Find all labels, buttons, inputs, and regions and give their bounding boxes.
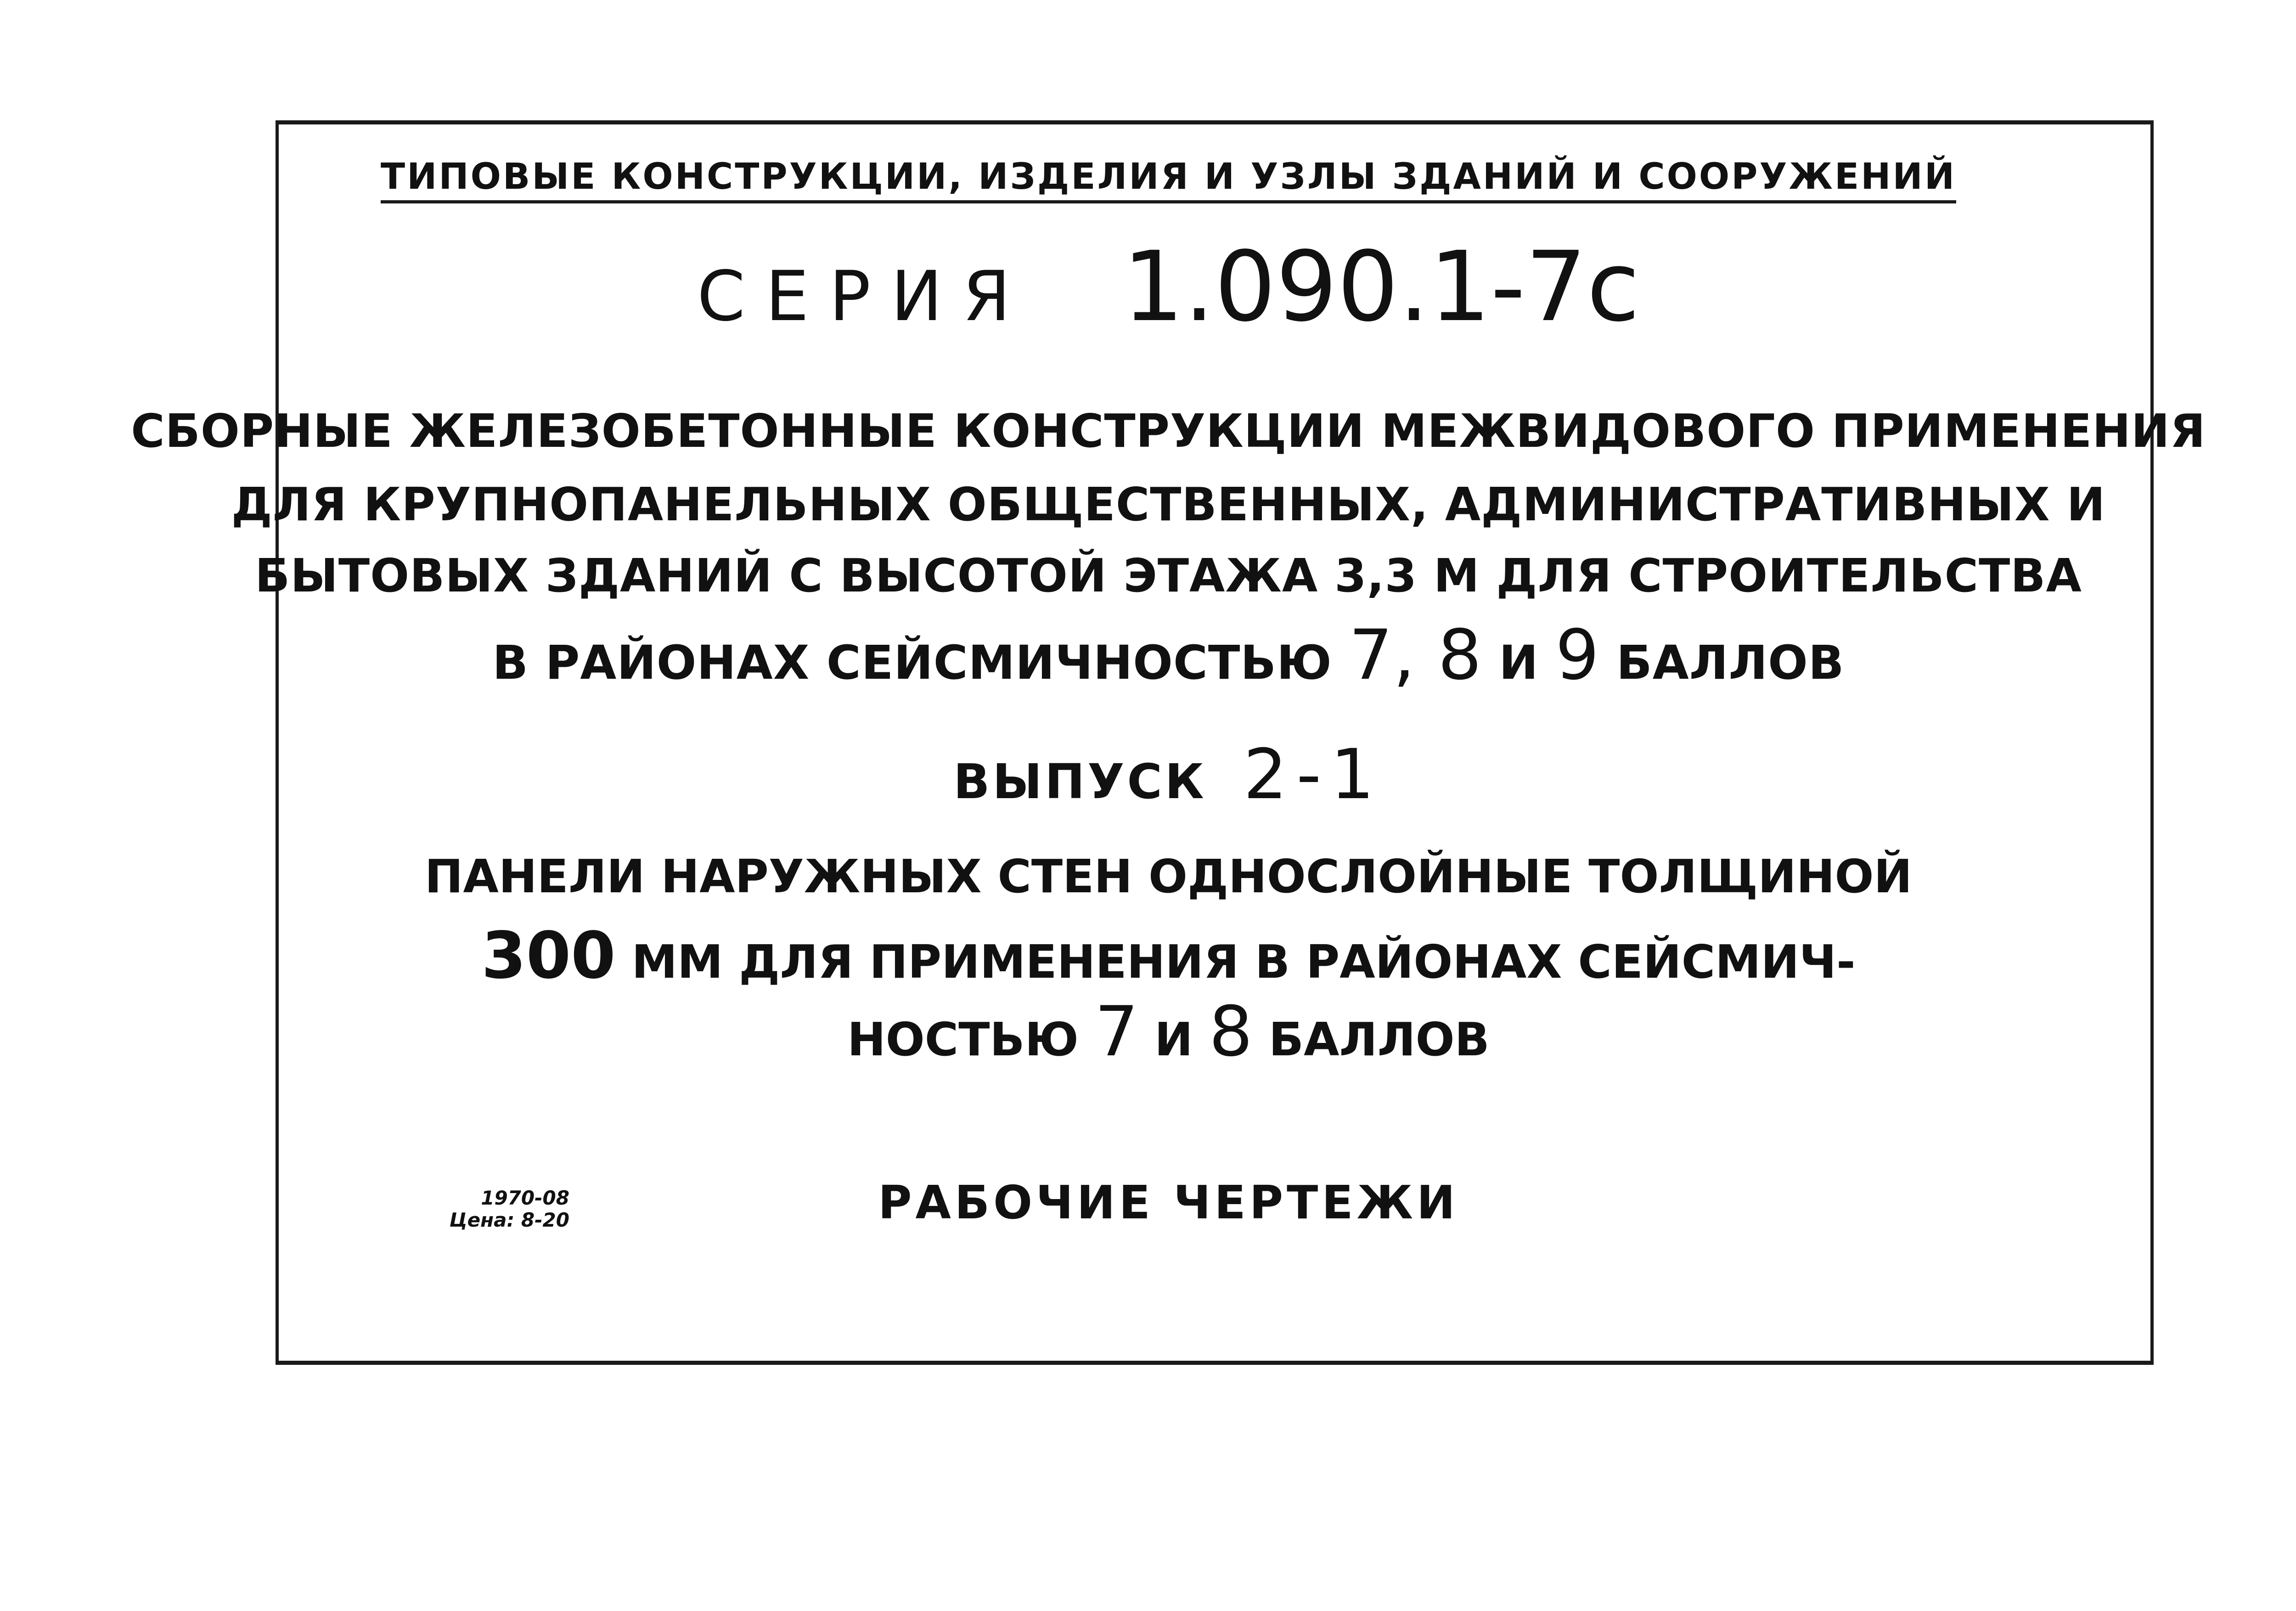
subtitle-line-3-and: И <box>1154 1013 1193 1066</box>
collection-header <box>0 156 2296 203</box>
title-line-4-and: И <box>1499 636 1539 690</box>
subtitle-line-2-rest: ММ ДЛЯ ПРИМЕНЕНИЯ В РАЙОНАХ СЕЙСМИЧ- <box>631 935 1856 989</box>
title-line-4-value2: 9 <box>1555 615 1600 695</box>
subtitle-value-2: 8 <box>1209 992 1253 1072</box>
series-heading <box>0 231 2296 343</box>
subtitle-thickness-value: 300 <box>481 918 616 993</box>
series-number: 1.090.1-7с <box>1122 231 1640 343</box>
title-line-4-prefix: В РАЙОНАХ СЕЙСМИЧНОСТЬЮ <box>492 636 1332 690</box>
issue-number: 2-1 <box>1243 735 1384 815</box>
title-line-3: БЫТОВЫХ ЗДАНИЙ С ВЫСОТОЙ ЭТАЖА 3,3 М ДЛЯ СТРОИТЕЛЬСТВА <box>255 549 2082 603</box>
title-line-4-values: 7, 8 <box>1349 615 1482 695</box>
stamp-code: 1970-08 <box>481 1187 569 1209</box>
publication-stamp <box>422 1187 569 1231</box>
collection-header-text: ТИПОВЫЕ КОНСТРУКЦИИ, ИЗДЕЛИЯ И УЗЛЫ ЗДАНИЙ И СООРУЖЕНИЙ <box>381 156 1956 203</box>
subtitle-line-2 <box>0 918 2296 993</box>
subtitle-line-3-suffix: БАЛЛОВ <box>1268 1013 1490 1066</box>
title-line-4-suffix: БАЛЛОВ <box>1616 636 1845 690</box>
issue-label: ВЫПУСК <box>953 754 1207 810</box>
issue-heading <box>0 735 2296 815</box>
subtitle-line-3 <box>0 992 2296 1072</box>
subtitle-line-1: ПАНЕЛИ НАРУЖНЫХ СТЕН ОДНОСЛОЙНЫЕ ТОЛЩИНОЙ <box>424 850 1913 903</box>
title-line-4 <box>0 615 2296 695</box>
subtitle-value-1: 7 <box>1094 992 1139 1072</box>
title-line-2: ДЛЯ КРУПНОПАНЕЛЬНЫХ ОБЩЕСТВЕННЫХ, АДМИНИСТРАТИВНЫХ И <box>231 478 2106 531</box>
stamp-price: Цена: 8-20 <box>449 1209 569 1231</box>
subtitle-line-3-prefix: НОСТЬЮ <box>847 1013 1079 1066</box>
working-drawings-label: РАБОЧИЕ ЧЕРТЕЖИ <box>878 1176 1459 1229</box>
series-word: СЕРИЯ <box>697 257 1031 337</box>
title-line-1: СБОРНЫЕ ЖЕЛЕЗОБЕТОННЫЕ КОНСТРУКЦИИ МЕЖВИДОВОГО ПРИМЕНЕНИЯ <box>131 404 2206 458</box>
